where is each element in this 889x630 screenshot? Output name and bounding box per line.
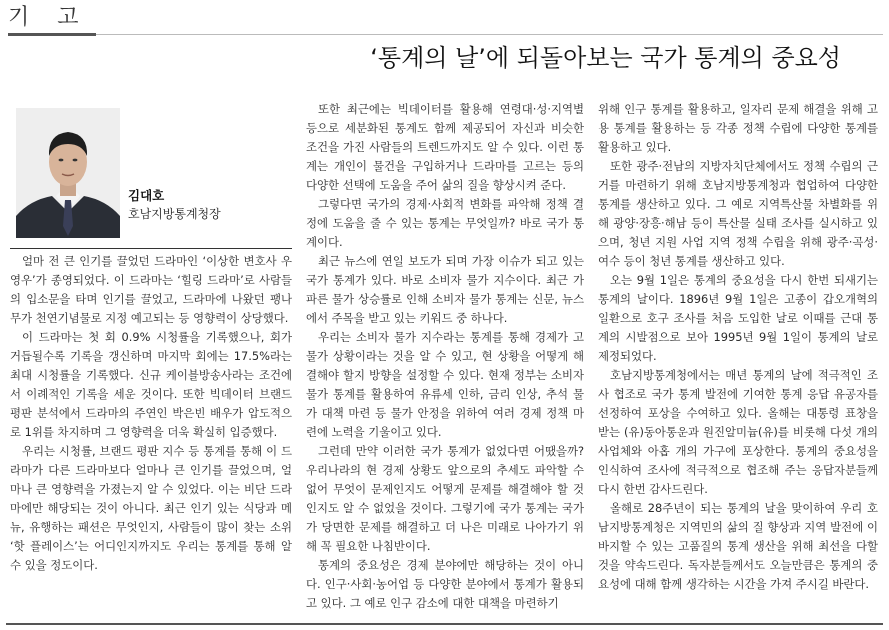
paragraph: 이 드라마는 첫 회 0.9% 시청률을 기록했으나, 회가 거듭될수록 기록을 갱신하며 마지막 회에는 17.5%라는 최대 시청률을 기록했다. 신규 케이블방송사라는 조건에서 이례적인 기록을 세운 것이다. 또한 빅데이터 브랜드 평판 분석에서 드라마의 주연인 박은빈 배우가 압도적으로 1위를 차지하며 그 영향력을 더욱 확실히 입증했다. xyxy=(10,330,292,439)
article-column-3 xyxy=(598,100,878,594)
byline-divider xyxy=(10,248,292,249)
author-name: 김대호 xyxy=(128,188,165,203)
paragraph: 오는 9월 1일은 통계의 중요성을 다시 한번 되새기는 통계의 날이다. 1896년 9월 1일은 고종이 갑오개혁의 일환으로 호구 조사를 처음 도입한 날로 이때를 근대 통계의 시발점으로 보아 1995년 9월 1일이 통계의 날로 제정되었다. xyxy=(598,273,878,363)
author-photo xyxy=(16,108,120,238)
paragraph: 최근 뉴스에 연일 보도가 되며 가장 이슈가 되고 있는 국가 통계가 있다. 바로 소비자 물가 지수이다. 최근 가파른 물가 상승률로 인해 소비자 물가 통계는 신문, 뉴스에서 주목을 받고 있는 키워드 중 하나다. xyxy=(306,254,584,325)
paragraph: 올해로 28주년이 되는 통계의 날을 맞이하여 우리 호남지방통계청은 지역민의 삶의 질 향상과 지역 발전에 이바지할 수 있는 고품질의 통계 생산을 위해 최선을 다할 것을 약속드린다. 독자분들께서도 오늘만큼은 통계의 중요성에 대해 함께 생각하는 시간을 가져 주시길 바란다. xyxy=(598,501,878,591)
section-label: 기고 xyxy=(8,5,107,30)
paragraph: 그런데 만약 이러한 국가 통계가 없었다면 어땠을까? 우리나라의 현 경제 상황도 앞으로의 추세도 파악할 수 없어 무엇이 문제인지도 어떻게 문제를 해결해야 할 것인지도 알 수 없었을 것이다. 그렇기에 국가 통계는 국가가 당면한 문제를 해결하고 더 나은 미래로 나아가기 위해 꼭 필요한 나침반이다. xyxy=(306,444,584,553)
paragraph: 또한 최근에는 빅데이터를 활용해 연령대·성·지역별 등으로 세분화된 통계도 함께 제공되어 자신과 비슷한 조건을 가진 사람들의 트렌드까지도 알 수 있다. 이런 통계는 개인이 물건을 구입하거나 드라마를 고르는 등의 다양한 선택에 도움을 주어 삶의 질을 향상시켜 준다. xyxy=(306,102,584,192)
paragraph: 또한 광주·전남의 지방자치단체에서도 정책 수립의 근거를 마련하기 위해 호남지방통계청과 협업하여 다양한 통계를 생산하고 있다. 그 예로 지역특산물 차별화를 위해 광양·장흥·해남 등이 특산물 실태 조사를 실시하고 있으며, 청년 지원 사업 지역 정책 수립을 위해 광주·곡성·여수 등이 청년 통계를 생산하고 있다. xyxy=(598,159,878,268)
footer-divider xyxy=(6,623,883,625)
paragraph: 얼마 전 큰 인기를 끌었던 드라마인 ‘이상한 변호사 우영우’가 종영되었다. 이 드라마는 ‘힐링 드라마’로 사람들의 입소문을 타며 인기를 끌었고, 드라마에 나왔던 팽나무가 천연기념물로 지정 예고되는 등 영향력이 상당했다. xyxy=(10,254,292,325)
article-column-1 xyxy=(10,252,292,575)
section-underline xyxy=(8,33,96,36)
paragraph: 통계의 중요성은 경제 분야에만 해당하는 것이 아니다. 인구·사회·농어업 등 다양한 분야에서 통계가 활용되고 있다. 그 예로 인구 감소에 대한 대책을 마련하기 xyxy=(306,558,584,610)
paragraph: 우리는 시청률, 브랜드 평판 지수 등 통계를 통해 이 드라마가 다른 드라마보다 얼마나 큰 인기를 끌었으며, 얼마나 큰 영향력을 가졌는지 알 수 있었다. 이는 비단 드라마에만 해당되는 것이 아니다. 최근 인기 있는 식당과 메뉴, 유행하는 패션은 무엇인지, 사람들이 많이 찾는 소위 ‘핫 플레이스’는 어디인지까지도 우리는 통계를 통해 알 수 있을 정도이다. xyxy=(10,444,292,572)
article-column-2 xyxy=(306,100,584,613)
paragraph: 그렇다면 국가의 경제·사회적 변화를 파악해 정책 결정에 도움을 줄 수 있는 통계는 무엇일까? 바로 국가 통계이다. xyxy=(306,197,584,249)
paragraph: 우리는 소비자 물가 지수라는 통계를 통해 경제가 고물가 상황이라는 것을 알 수 있고, 현 상황을 어떻게 해결해야 할지 방향을 설정할 수 있다. 현재 정부는 소비자 물가 통계를 활용하여 유류세 인하, 금리 인상, 추석 물가 대책 마련 등 물가 안정을 위하여 여러 경제 정책 마련에 노력을 기울이고 있다. xyxy=(306,330,584,439)
paragraph: 호남지방통계청에서는 매년 통계의 날에 적극적인 조사 협조로 국가 통계 발전에 기여한 통계 응답 유공자를 선정하여 포상을 수여하고 있다. 올해는 대통령 표창을 받는 (유)동아통운과 원진알미늄(유)를 비롯해 다섯 개의 사업체와 아홉 개의 가구에 포상한다. 통계의 중요성을 인식하여 조사에 적극적으로 협조해 주는 응답자분들께 다시 한번 감사드린다. xyxy=(598,368,878,496)
author-title: 호남지방통계청장 xyxy=(128,207,221,221)
paragraph: 위해 인구 통계를 활용하고, 일자리 문제 해결을 위해 고용 통계를 활용하는 등 각종 정책 수립에 다양한 통계를 활용하고 있다. xyxy=(598,102,878,154)
author-portrait-icon xyxy=(16,108,120,238)
header-divider xyxy=(96,34,883,35)
article-headline: ‘통계의 날’에 되돌아보는 국가 통계의 중요성 xyxy=(370,44,841,72)
